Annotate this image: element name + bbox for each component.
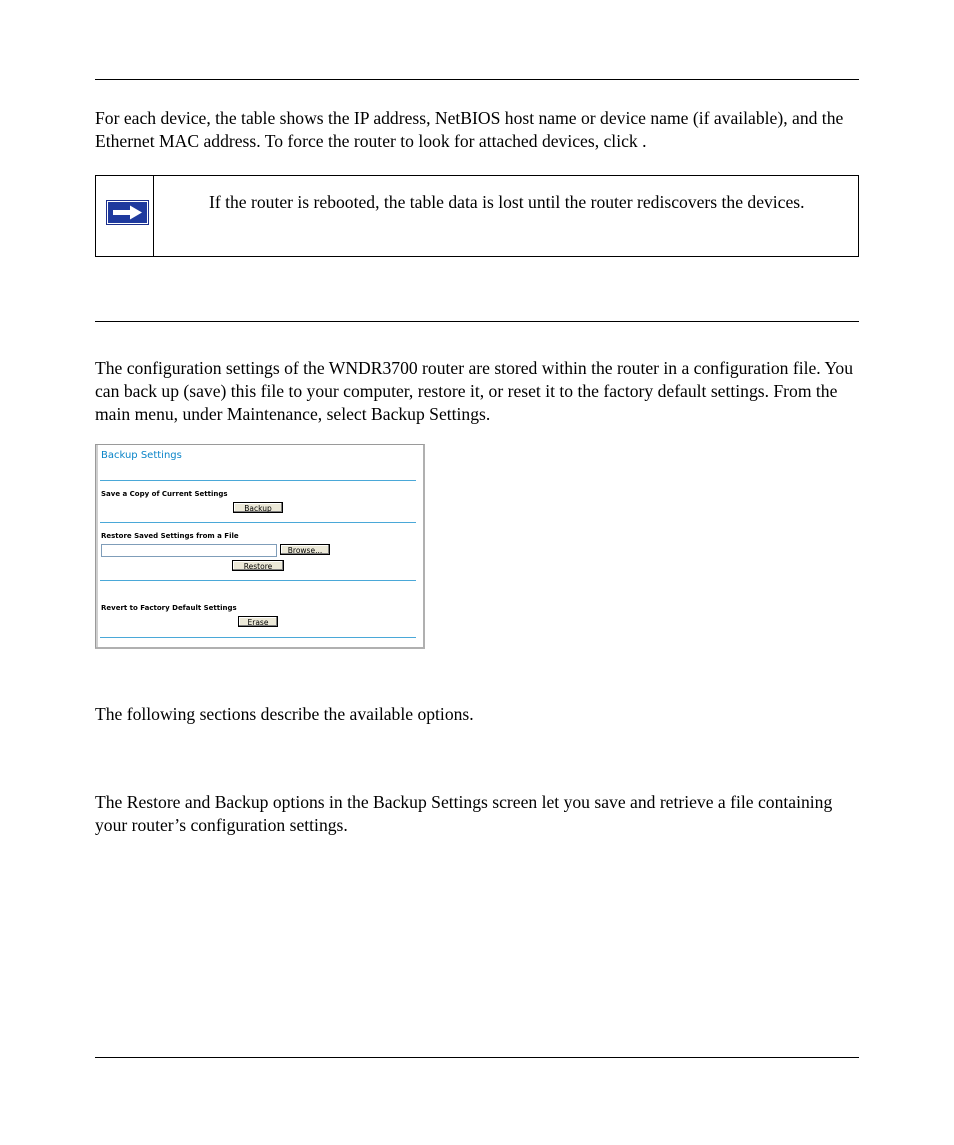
restore-label: Restore Saved Settings from a File <box>101 532 239 540</box>
save-copy-label: Save a Copy of Current Settings <box>101 490 228 498</box>
backup-settings-screenshot <box>95 444 425 649</box>
restore-file-input[interactable] <box>101 544 277 557</box>
restore-backup-paragraph: The Restore and Backup options in the Backup Settings screen let you save and retrieve a file containing your router’s configuration settings. <box>95 792 833 835</box>
save-divider <box>100 522 416 523</box>
note-icon-cell <box>96 176 154 256</box>
backup-settings-title: Backup Settings <box>101 450 182 461</box>
erase-button[interactable]: Erase <box>238 616 278 627</box>
top-rule <box>95 79 859 80</box>
restore-divider <box>100 580 416 581</box>
screenshot-frame-edge <box>96 445 98 647</box>
note-text: If the router is rebooted, the table data is lost until the router rediscovers the devices. <box>209 192 805 212</box>
bottom-rule <box>95 1057 859 1058</box>
backup-button[interactable]: Backup <box>233 502 283 513</box>
restore-button[interactable]: Restore <box>232 560 284 571</box>
browse-button[interactable]: Browse... <box>280 544 330 555</box>
revert-label: Revert to Factory Default Settings <box>101 604 237 612</box>
note-box <box>95 175 859 257</box>
erase-divider <box>100 637 416 638</box>
config-paragraph: The configuration settings of the WNDR3700 router are stored within the router in a configuration file. You can back up (save) this file to your computer, restore it, or reset it to the factory default settings. From the main menu, under Maintenance, select Backup Settings. <box>95 358 853 424</box>
title-divider <box>100 480 416 481</box>
section-rule <box>95 321 859 322</box>
arrow-right-icon <box>106 200 149 225</box>
intro-paragraph: For each device, the table shows the IP address, NetBIOS host name or device name (if available), and the Ethernet MAC address. To force the router to look for attached devices, click . <box>95 108 844 151</box>
options-paragraph: The following sections describe the available options. <box>95 704 474 724</box>
